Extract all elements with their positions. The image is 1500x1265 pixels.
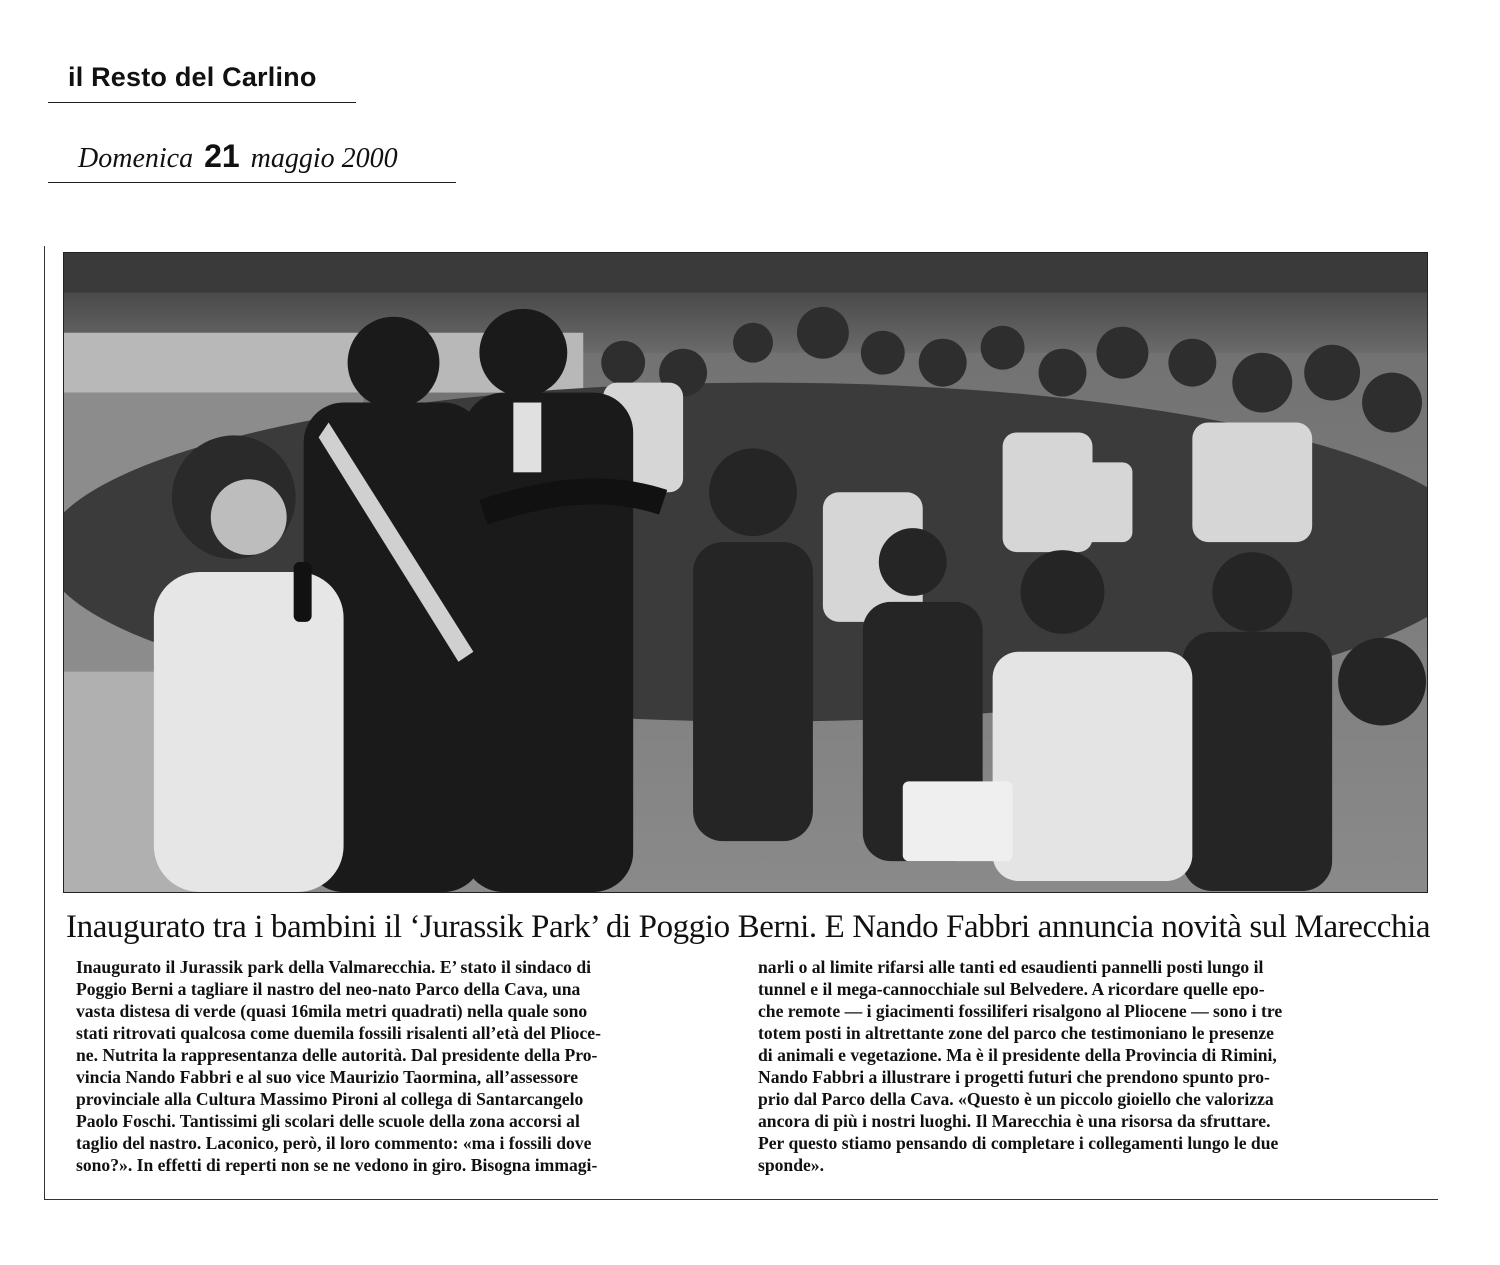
date-month-year: maggio 2000	[250, 143, 398, 174]
article-line: ne. Nutrita la rappresentanza delle autorità. Dal presidente della Pro-	[76, 1045, 598, 1065]
dateline-rule	[48, 182, 456, 183]
newspaper-masthead: il Resto del Carlino	[68, 62, 317, 92]
article-line: provinciale alla Cultura Massimo Pironi al collega di Santarcangelo	[76, 1089, 584, 1109]
article-line: vasta distesa di verde (quasi 16mila metri quadrati) nella quale sono	[76, 1001, 588, 1021]
article-column-left	[76, 956, 734, 1176]
article-headline: Inaugurato tra i bambini il ‘Jurassik Park’ di Poggio Berni. E Nando Fabbri annuncia novità sul Marecchia	[66, 909, 1431, 945]
inauguration-crowd-photo	[64, 253, 1427, 892]
article-line: che remote — i giacimenti fossiliferi risalgono al Pliocene — sono i tre	[758, 1001, 1283, 1021]
article-line: ancora di più i nostri luoghi. Il Marecchia è una risorsa da sfruttare.	[758, 1111, 1271, 1131]
article-line: prio dal Parco della Cava. «Questo è un piccolo gioiello che valorizza	[758, 1089, 1274, 1109]
article-line: stati ritrovati qualcosa come duemila fossili risalenti all’età del Plioce-	[76, 1023, 601, 1043]
article-line: totem posti in altrettante zone del parco che testimoniano le presenze	[758, 1023, 1274, 1043]
article-line: Poggio Berni a tagliare il nastro del neo-nato Parco della Cava, una	[76, 979, 581, 999]
masthead-rule	[48, 102, 356, 103]
news-photo	[63, 252, 1428, 893]
date-weekday: Domenica	[78, 143, 194, 174]
article-line: Nando Fabbri a illustrare i progetti futuri che prendono spunto pro-	[758, 1067, 1270, 1087]
article-line: sono?». In effetti di reperti non se ne vedono in giro. Bisogna immagi-	[76, 1155, 598, 1175]
date-day: 21	[204, 138, 240, 174]
article-column-right	[758, 956, 1426, 1176]
article-line: Per questo stiamo pensando di completare i collegamenti lungo le due	[758, 1133, 1279, 1153]
article-line: Inaugurato il Jurassik park della Valmarecchia. E’ stato il sindaco di	[76, 957, 592, 977]
article-line: tunnel e il mega-cannocchiale sul Belvedere. A ricordare quelle epo-	[758, 979, 1265, 999]
article-line: vincia Nando Fabbri e al suo vice Maurizio Taormina, all’assessore	[76, 1067, 579, 1087]
dateline	[78, 138, 398, 175]
article-line: Paolo Foschi. Tantissimi gli scolari delle scuole della zona accorsi al	[76, 1111, 580, 1131]
article-line: narli o al limite rifarsi alle tanti ed esaudienti pannelli posti lungo il	[758, 957, 1264, 977]
article-line: sponde».	[758, 1155, 825, 1175]
article-line: taglio del nastro. Laconico, però, il loro commento: «ma i fossili dove	[76, 1133, 592, 1153]
article-line: di animali e vegetazione. Ma è il presidente della Provincia di Rimini,	[758, 1045, 1277, 1065]
